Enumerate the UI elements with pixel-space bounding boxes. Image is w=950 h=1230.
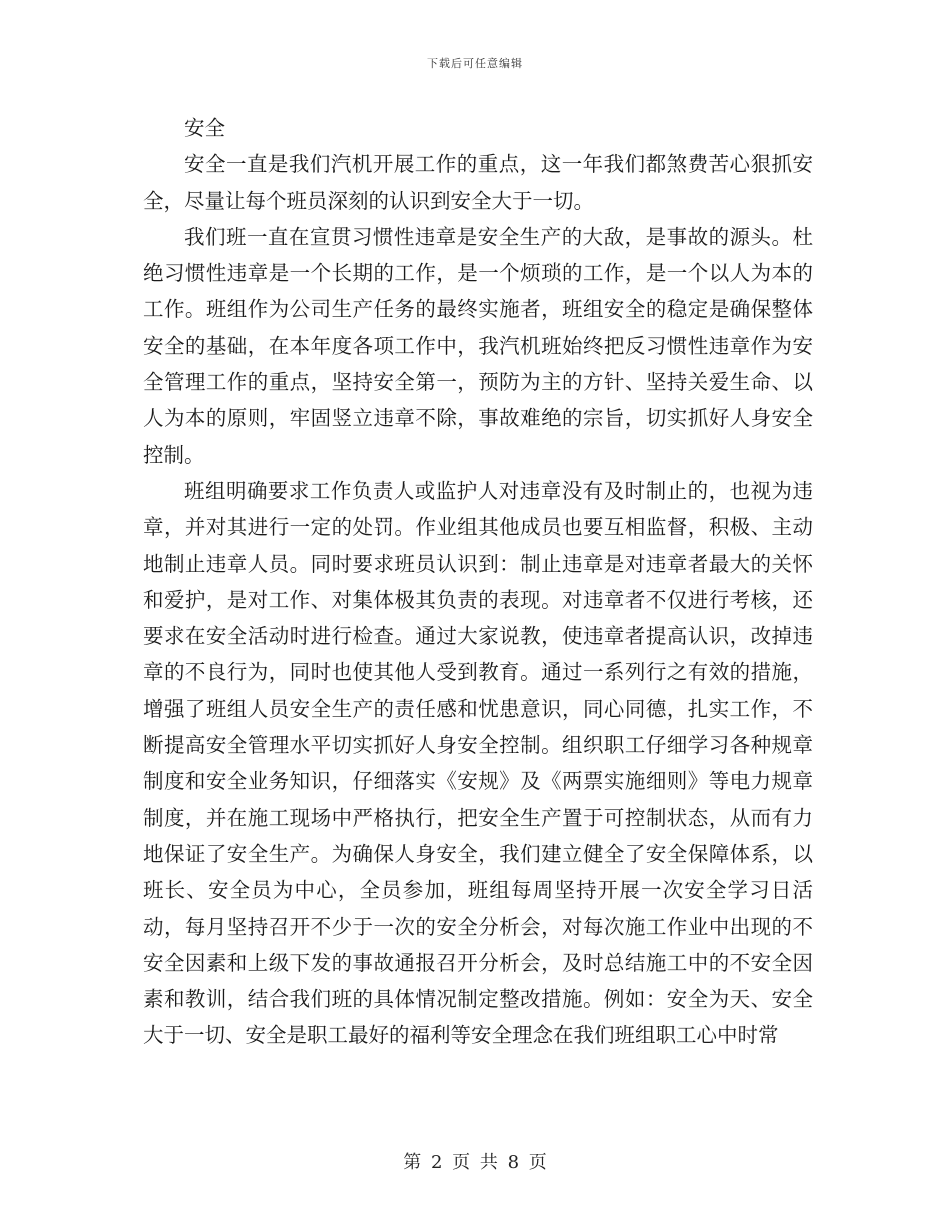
paragraph-1: 安全一直是我们汽机开展工作的重点，这一年我们都煞费苦心狠抓安全，尽量让每个班员深刻的认识到安全大于一切。	[143, 152, 813, 213]
paragraph-3: 班组明确要求工作负责人或监护人对违章没有及时制止的，也视为违章，并对其进行一定的处罚。作业组其他成员也要互相监督，积极、主动地制止违章人员。同时要求班员认识到：制止违章是对违章者最大的关怀和爱护，是对工作、对集体极其负责的表现。对违章者不仅进行考核，还要求在安全活动时进行检查。通过大家说教，使违章者提高认识，改掉违章的不良行为，同时也使其他人受到教育。通过一系列行之有效的措施，增强了班组人员安全生产的责任感和忧患意识，同心同德，扎实工作，不断提高安全管理水平切实抓好人身安全控制。组织职工仔细学习各种规章制度和安全业务知识，仔细落实《安规》及《两票实施细则》等电力规章制度，并在施工现场中严格执行，把安全生产置于可控制状态，从而有力地保证了安全生产。为确保人身安全，我们建立健全了安全保障体系，以班长、安全员为中心，全员参加，班组每周坚持开展一次安全学习日活动，每月坚持召开不少于一次的安全分析会，对每次施工作业中出现的不安全因素和上级下发的事故通报召开分析会，及时总结施工中的不安全因素和教训，结合我们班的具体情况制定整改措施。例如：安全为天、安全大于一切、安全是职工最好的福利等安全理念在我们班组职工心中时常	[143, 478, 813, 1048]
page-header-note: 下载后可任意编辑	[427, 57, 523, 70]
paragraph-2: 我们班一直在宣贯习惯性违章是安全生产的大敌，是事故的源头。杜绝习惯性违章是一个长期的工作，是一个烦琐的工作，是一个以人为本的工作。班组作为公司生产任务的最终实施者，班组安全的稳定是确保整体安全的基础，在本年度各项工作中，我汽机班始终把反习惯性违章作为安全管理工作的重点，坚持安全第一，预防为主的方针、坚持关爱生命、以人为本的原则，牢固竖立违章不除，事故难绝的宗旨，切实抓好人身安全控制。	[143, 224, 813, 467]
document-body	[143, 110, 813, 1054]
section-title: 安全	[184, 116, 225, 140]
page-number-footer: 第 2 页 共 8 页	[403, 1152, 547, 1173]
